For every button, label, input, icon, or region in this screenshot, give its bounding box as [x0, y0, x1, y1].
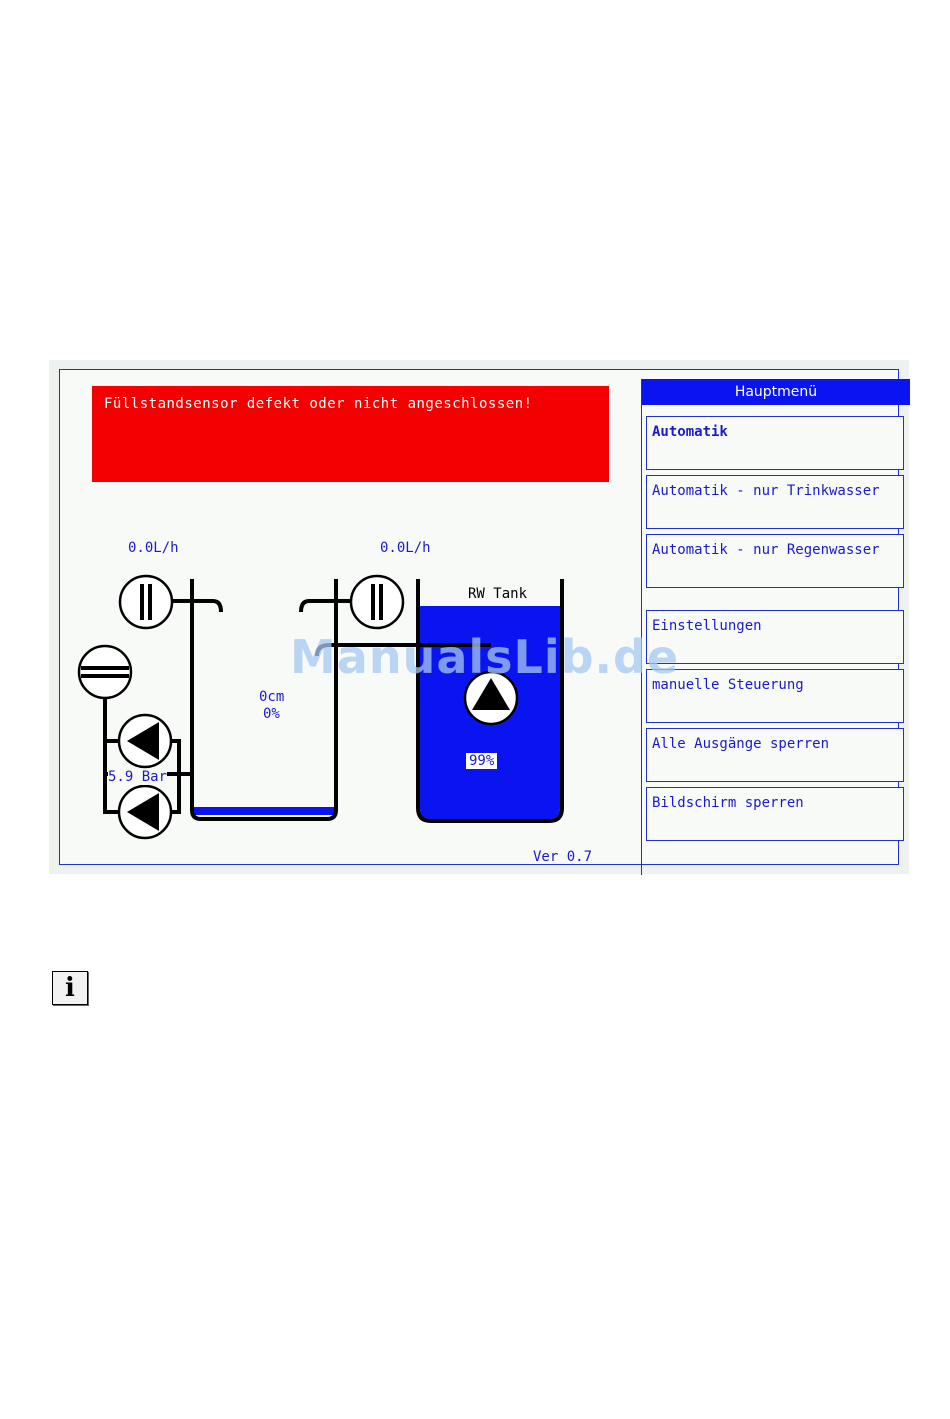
info-icon: i: [52, 971, 88, 1005]
flow-meter-left-icon: [120, 576, 172, 628]
flow-meter-right-icon: [351, 576, 403, 628]
menu-automatik-trinkwasser-button[interactable]: Automatik - nur Trinkwasser: [646, 475, 904, 529]
pump-upper-icon: [119, 715, 171, 767]
watermark: ManualsLib.de: [290, 630, 680, 684]
left-inlet-pipe: [173, 601, 221, 612]
menu-title: Hauptmenü: [642, 379, 910, 405]
menu-einstellungen-button[interactable]: Einstellungen: [646, 610, 904, 664]
menu-ausgaenge-sperren-button[interactable]: Alle Ausgänge sperren: [646, 728, 904, 782]
menu-manuelle-steuerung-button[interactable]: manuelle Steuerung: [646, 669, 904, 723]
cistern-level-cm: 0cm: [259, 689, 285, 705]
alarm-message: Füllstandsensor defekt oder nicht angeschlossen!: [104, 396, 533, 412]
flow-rate-left: 0.0L/h: [128, 540, 179, 556]
version-label: Ver 0.7: [533, 849, 593, 865]
pressure-readout: 5.9 Bar: [108, 769, 168, 785]
menu-automatik-regenwasser-button[interactable]: Automatik - nur Regenwasser: [646, 534, 904, 588]
rw-tank-level-pct: 99%: [466, 753, 497, 769]
hmi-screen: [49, 360, 909, 874]
pump-lower-icon: [119, 786, 171, 838]
menu-bildschirm-sperren-button[interactable]: Bildschirm sperren: [646, 787, 904, 841]
flow-rate-right: 0.0L/h: [380, 540, 431, 556]
rw-tank-label: RW Tank: [468, 586, 528, 602]
process-diagram: [49, 360, 909, 874]
cistern-water: [192, 807, 335, 815]
menu-automatik-button[interactable]: Automatik: [646, 416, 904, 470]
cistern-level-pct: 0%: [263, 706, 280, 722]
pressure-vessel-icon: [79, 646, 131, 698]
right-inlet-pipe: [301, 601, 351, 612]
